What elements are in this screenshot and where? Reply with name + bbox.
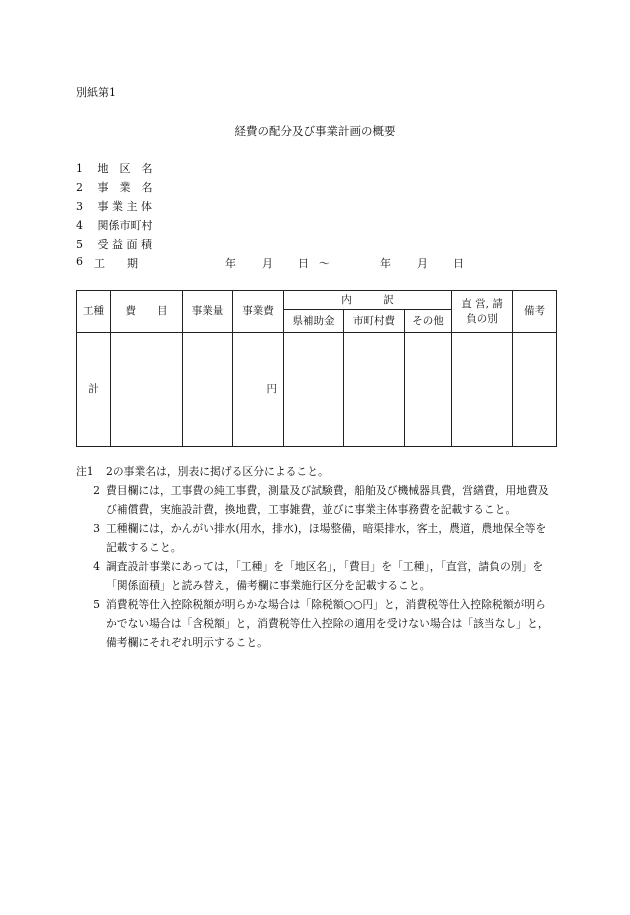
item-number: 2 (76, 181, 83, 194)
kenhojo-cell (284, 333, 344, 447)
item-project-body (76, 198, 152, 214)
total-label: 計 (88, 383, 99, 395)
note-text: 調査設計事業にあっては，「工種」を「地区名」，「費目」を「工種」，「直営，請負の別」を「関係面積」と読み替え，備考欄に事業施行区分を記載すること。 (106, 560, 544, 592)
item-label: 工 期 (94, 257, 138, 270)
note-number: 5 (93, 598, 100, 611)
header-shichoson: 市町村費 (344, 310, 405, 333)
item-number: 3 (76, 200, 83, 213)
note-item (76, 557, 556, 595)
chokuei-cell (452, 333, 513, 447)
start-year: 年 (225, 257, 236, 270)
note-item (76, 519, 556, 557)
notes-section (76, 462, 556, 652)
header-kouji: 工種 (77, 291, 111, 333)
note-text: 費目欄には，工事費の純工事費，測量及び試験費，船舶及び機械器具費，営繕費，用地費及び補償費，実施設計費，換地費，工事雑費，並びに事業主体事務費を記載すること。 (106, 484, 549, 516)
sonota-cell (405, 333, 452, 447)
unit-yen: 円 (266, 383, 277, 395)
item-district (76, 160, 153, 176)
item-label: 受 益 面 積 (97, 238, 152, 251)
note-item (76, 481, 556, 519)
budget-table (76, 290, 557, 447)
item-construction-period (76, 255, 556, 271)
end-year: 年 (380, 257, 391, 270)
header-kenhojo: 県補助金 (284, 310, 344, 333)
item-label: 事 業 名 (97, 181, 153, 194)
total-cell (77, 333, 111, 447)
item-number: 4 (76, 219, 83, 232)
header-uchiwake: 内 訳 (284, 291, 452, 310)
biko-cell (513, 333, 557, 447)
period-tilde: ～ (319, 257, 330, 270)
item-number: 5 (76, 238, 83, 251)
note-item (76, 462, 556, 481)
jigyohi-cell (233, 333, 284, 447)
item-project-name (76, 179, 153, 195)
header-chokuei: 直 営, 請 負の別 (452, 291, 513, 333)
header-biko: 備考 (513, 291, 557, 333)
note-number: 2 (93, 484, 100, 497)
item-number: 1 (76, 162, 83, 175)
item-label: 地 区 名 (97, 162, 153, 175)
note-number: 4 (93, 560, 100, 573)
himoku-cell (111, 333, 183, 447)
note-item (76, 595, 556, 652)
header-sonota: その他 (405, 310, 452, 333)
document-title: 経費の配分及び事業計画の概要 (234, 124, 396, 138)
shichoson-cell (344, 333, 405, 447)
note-number: 注1 (76, 465, 94, 478)
header-jigyoryo: 事業量 (183, 291, 233, 333)
end-month: 月 (417, 257, 428, 270)
item-label: 関係市町村 (97, 219, 153, 232)
item-label: 事 業 主 体 (97, 200, 152, 213)
item-number: 6 (76, 255, 83, 268)
note-text: 工種欄には，かんがい排水(用水，排水)，ほ場整備，暗渠排水，客土，農道，農地保全等を記載すること。 (106, 522, 547, 554)
item-benefit-area (76, 236, 152, 252)
note-text: 消費税等仕入控除税額が明らかな場合は「除税額○○円」と，消費税等仕入控除税額が明らかでない場合は「含税額」と，消費税等仕入控除の適用を受けない場合は「該当なし」と，備考欄にそれぞれ明示すること。 (106, 598, 549, 649)
jigyoryo-cell (183, 333, 233, 447)
item-municipalities (76, 217, 153, 233)
end-day: 日 (453, 257, 464, 270)
note-text: 2の事業名は，別表に掲げる区分によること。 (106, 465, 329, 478)
header-himoku: 費 目 (111, 291, 183, 333)
start-day: 日 (298, 257, 309, 270)
note-number: 3 (93, 522, 100, 535)
attachment-label: 別紙第1 (76, 86, 116, 99)
start-month: 月 (262, 257, 273, 270)
header-jigyohi: 事業費 (233, 291, 284, 333)
